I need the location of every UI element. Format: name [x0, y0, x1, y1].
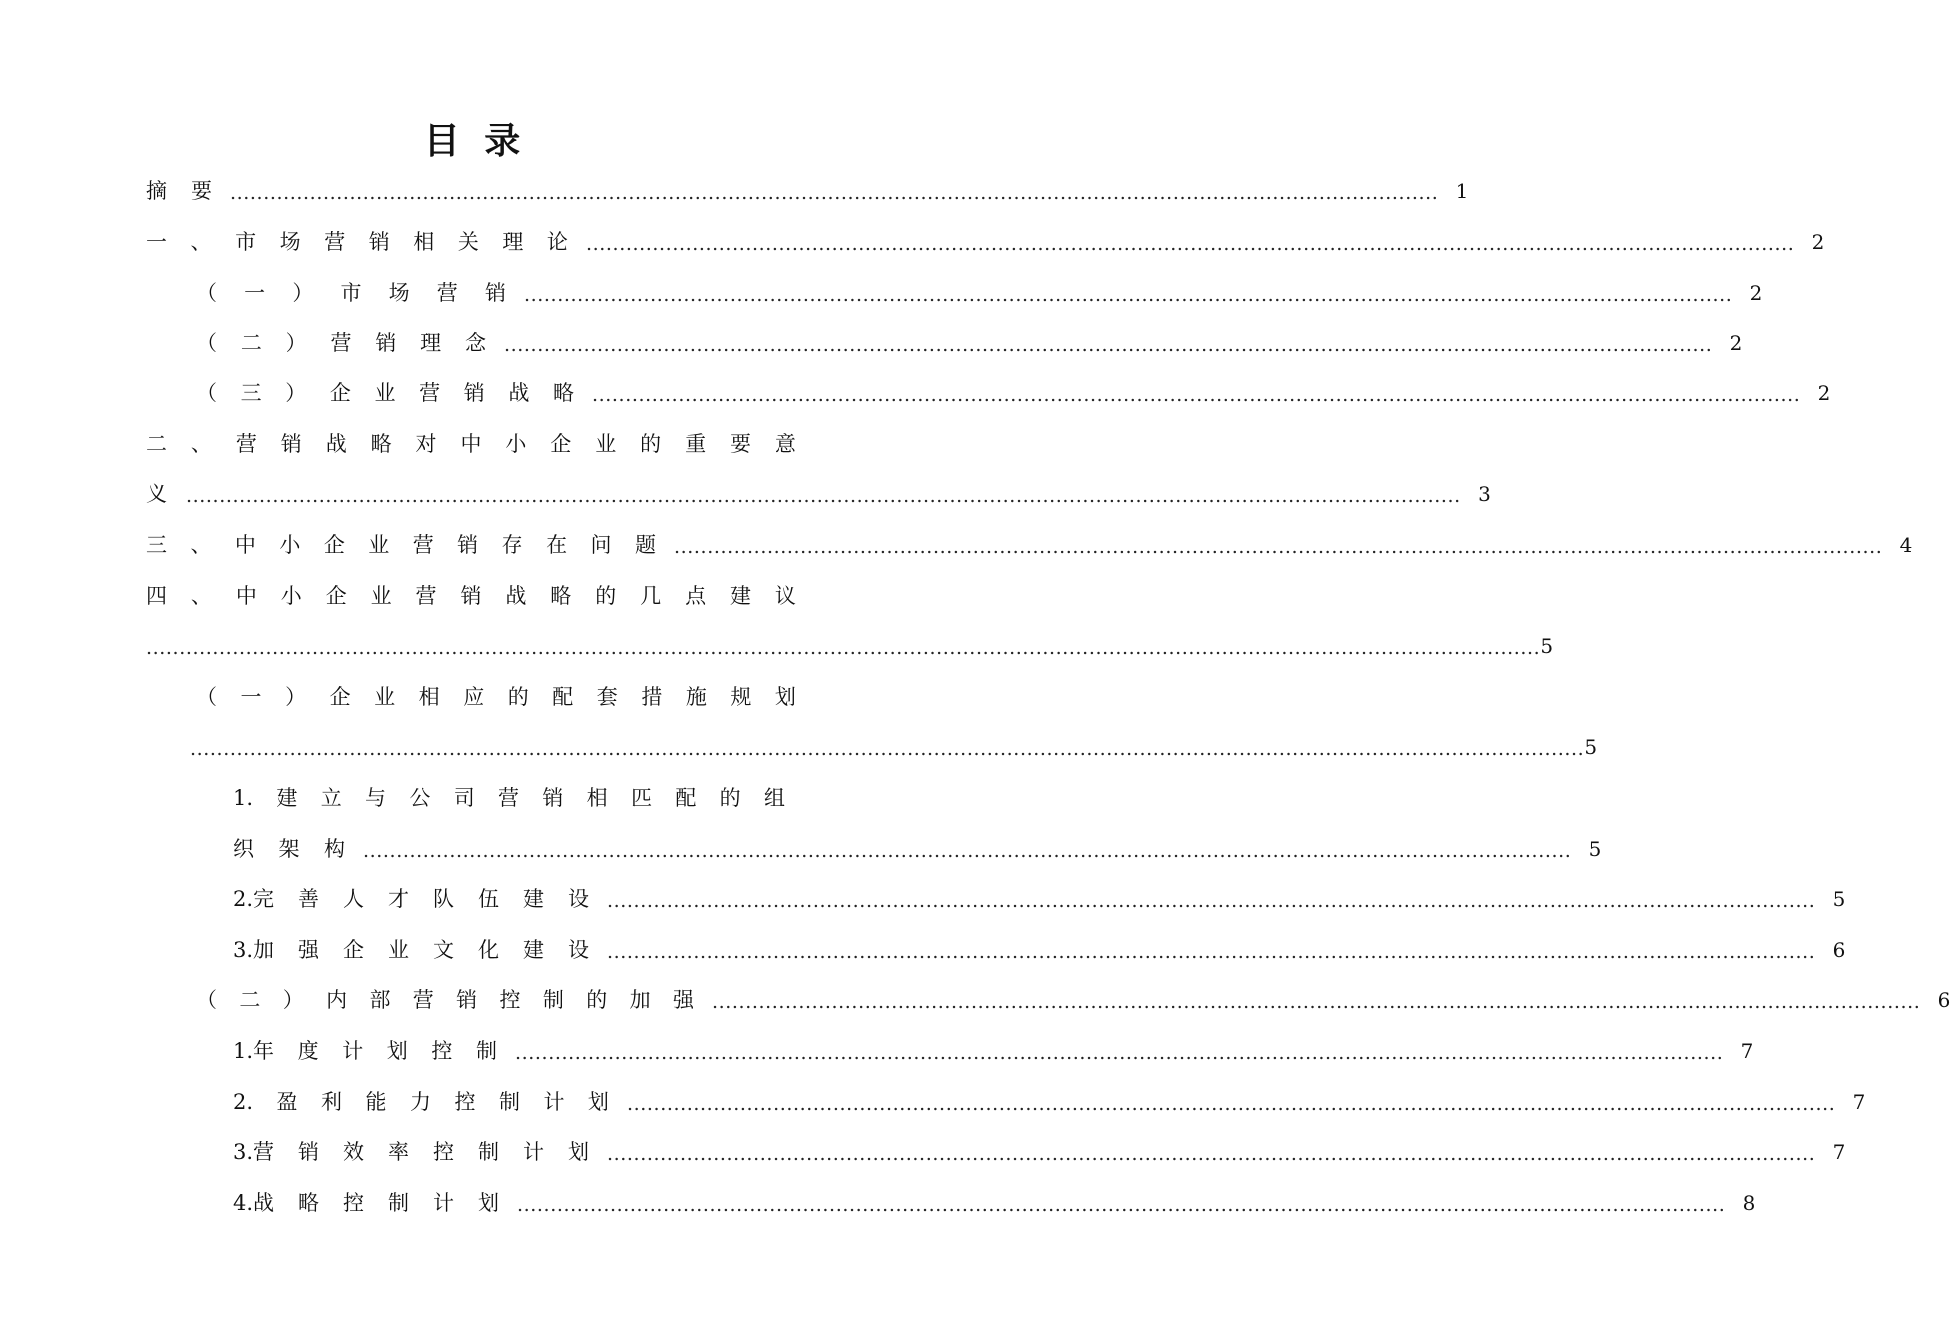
toc-page-number: 2: [1729, 331, 1743, 355]
dot-leader: ..................................................................................................................................................................................................................: [146, 637, 1541, 659]
dot-leader: ......................................................................................................................................................................................: [674, 536, 1883, 558]
toc-page-number: 5: [1584, 735, 1598, 759]
toc-entry-subsection-4-1-1[interactable]: [233, 773, 796, 823]
dot-leader: ......................................................................................................................................................................................: [504, 334, 1713, 356]
toc-page-number: 5: [1540, 634, 1554, 658]
toc-page-number: 3: [1478, 482, 1491, 506]
toc-entry-text: 三 、 中 小 企 业 营 销 存 在 问 题: [146, 533, 656, 557]
toc-entry-section-4-1[interactable]: [196, 672, 796, 722]
toc-entry-subsection-4-1-2[interactable]: [233, 874, 1846, 924]
toc-entry-subsection-4-2-2[interactable]: [233, 1077, 1866, 1127]
toc-entry-subsection-4-1-3[interactable]: [233, 925, 1846, 975]
dot-leader: ......................................................................................................................................................................................: [592, 384, 1801, 406]
dot-leader: ......................................................................................................................................................................................: [607, 890, 1816, 912]
toc-page-number: 4: [1899, 533, 1913, 557]
toc-entry-text: 3.加 强 企 业 文 化 建 设: [233, 938, 589, 962]
dot-leader: ......................................................................................................................................................................................: [712, 991, 1921, 1013]
dot-leader: ......................................................................................................................................................................................: [363, 840, 1572, 862]
toc-entry-text: （ 三 ） 企 业 营 销 战 略: [196, 381, 574, 405]
toc-page-number: 2: [1749, 281, 1763, 305]
toc-entry-text: 四 、 中 小 企 业 营 销 战 略 的 几 点 建 议: [146, 584, 796, 608]
toc-entry-text: 2. 盈 利 能 力 控 制 计 划: [233, 1090, 609, 1114]
toc-entry-text: 摘 要: [146, 179, 212, 203]
toc-page-number: 2: [1811, 230, 1825, 254]
dot-leader: ......................................................................................................................................................................................: [230, 182, 1439, 204]
toc-page-number: 7: [1852, 1090, 1866, 1114]
toc-page-number: 5: [1588, 837, 1602, 861]
page-title: 目 录: [423, 120, 527, 162]
toc-entry-section-4-2[interactable]: [196, 975, 1950, 1025]
toc-entry-text: 二 、 营 销 战 略 对 中 小 企 业 的 重 要 意: [146, 432, 796, 456]
toc-entry-text: 一 、 市 场 营 销 相 关 理 论: [146, 230, 568, 254]
toc-page-number: 5: [1832, 887, 1846, 911]
toc-entry-subsection-4-2-1[interactable]: [233, 1026, 1754, 1076]
toc-entry-subsection-4-2-3[interactable]: [233, 1127, 1846, 1177]
dot-leader: ......................................................................................................................................................................................: [517, 1194, 1726, 1216]
toc-entry-text: （ 一 ） 市 场 营 销: [196, 281, 506, 305]
dot-leader: ......................................................................................................................................................................................: [627, 1093, 1836, 1115]
toc-page-number: 8: [1742, 1191, 1756, 1215]
toc-entry-text: 义: [146, 482, 167, 506]
toc-entry-section-4-1-cont[interactable]: [190, 722, 1598, 772]
toc-entry-text: 2.完 善 人 才 队 伍 建 设: [233, 887, 589, 911]
toc-entry-chapter-3[interactable]: [146, 520, 1913, 570]
toc-page-number: 2: [1817, 381, 1831, 405]
dot-leader: ......................................................................................................................................................................................: [515, 1042, 1724, 1064]
toc-page-number: 7: [1832, 1140, 1846, 1164]
dot-leader: ......................................................................................................................................................................................: [586, 233, 1795, 255]
toc-entry-text: （ 二 ） 内 部 营 销 控 制 的 加 强: [196, 988, 694, 1012]
toc-entry-section-1-3[interactable]: [196, 368, 1831, 418]
toc-entry-section-1-1[interactable]: [196, 268, 1763, 318]
toc-page-number: 1: [1455, 179, 1469, 203]
dot-leader: ......................................................................................................................................................................................: [524, 284, 1733, 306]
toc-page-number: 6: [1832, 938, 1846, 962]
toc-entry-subsection-4-2-4[interactable]: [233, 1178, 1756, 1228]
toc-entry-chapter-2[interactable]: [146, 419, 796, 469]
toc-entry-section-1-2[interactable]: [196, 318, 1743, 368]
toc-entry-text: 4.战 略 控 制 计 划: [233, 1191, 499, 1215]
toc-page-number: 6: [1937, 988, 1950, 1012]
toc-entry-chapter-4-cont[interactable]: [146, 621, 1554, 671]
toc-entry-text: 3.营 销 效 率 控 制 计 划: [233, 1140, 589, 1164]
toc-entry-text: 织 架 构: [233, 837, 345, 861]
toc-entry-text: （ 二 ） 营 销 理 念: [196, 331, 486, 355]
toc-entry-chapter-2-cont[interactable]: [146, 469, 1491, 519]
dot-leader: ......................................................................................................................................................................................: [607, 1143, 1816, 1165]
dot-leader: ................................................................................................................................................................................................: [186, 485, 1461, 507]
toc-entry-chapter-1[interactable]: [146, 217, 1825, 267]
dot-leader: ..................................................................................................................................................................................................................: [190, 738, 1585, 760]
toc-entry-text: 1.年 度 计 划 控 制: [233, 1039, 497, 1063]
toc-entry-subsection-4-1-1-cont[interactable]: [233, 824, 1602, 874]
toc-entry-text: 1. 建 立 与 公 司 营 销 相 匹 配 的 组: [233, 786, 785, 810]
toc-entry-chapter-4[interactable]: [146, 571, 796, 621]
toc-entry-text: （ 一 ） 企 业 相 应 的 配 套 措 施 规 划: [196, 685, 796, 709]
toc-entry-abstract[interactable]: [146, 166, 1469, 216]
toc-page-number: 7: [1740, 1039, 1754, 1063]
dot-leader: ......................................................................................................................................................................................: [607, 941, 1816, 963]
